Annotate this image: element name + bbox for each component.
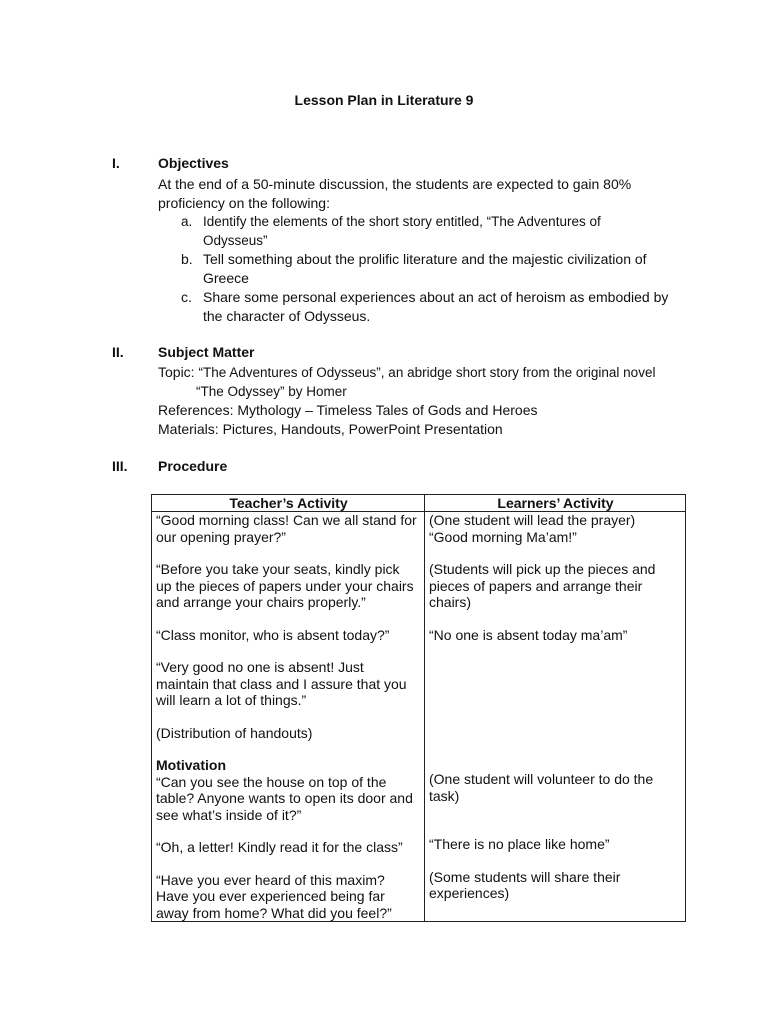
section-heading-objectives: Objectives	[158, 155, 229, 171]
objective-b-line-2: Greece	[203, 270, 249, 286]
objective-letter-b: b.	[181, 251, 193, 267]
teacher-line: maintain that class and I assure that you	[156, 675, 407, 692]
teacher-line: “Before you take your seats, kindly pick	[156, 561, 400, 577]
objective-c-line-2: the character of Odysseus.	[203, 308, 371, 324]
learner-line: task)	[429, 787, 460, 804]
materials-line: Materials: Pictures, Handouts, PowerPoint Presentation	[158, 421, 503, 437]
objective-c-line-1: Share some personal experiences about an act of heroism as embodied by	[203, 289, 669, 305]
topic-value: “The Adventures of Odysseus”, an abridge short story from the original novel	[198, 365, 656, 380]
section-number-objectives: I.	[112, 155, 120, 171]
objectives-intro-line-2: proficiency on the following:	[158, 195, 330, 211]
learner-line: (Some students will share their	[429, 868, 621, 885]
motivation-heading: Motivation	[156, 757, 226, 773]
teacher-activity-cell	[152, 512, 425, 922]
learner-line: experiences)	[429, 885, 510, 901]
objective-a-line-2: Odysseus”	[203, 233, 268, 248]
learner-line: “No one is absent today ma’am”	[429, 626, 628, 643]
procedure-table	[151, 494, 686, 922]
learners-activity-header: Learners’ Activity	[425, 495, 686, 512]
teacher-line: table? Anyone wants to open its door and	[156, 790, 413, 806]
teacher-line: (Distribution of handouts)	[156, 724, 313, 741]
learners-activity-cell	[425, 512, 686, 922]
section-number-subject: II.	[112, 344, 124, 360]
learner-line: pieces of papers and arrange their	[429, 577, 643, 594]
teacher-line: “Class monitor, who is absent today?”	[156, 626, 390, 643]
section-heading-procedure: Procedure	[158, 458, 228, 474]
teacher-line: our opening prayer?”	[156, 528, 286, 545]
learner-line: “Good morning Ma’am!”	[429, 528, 577, 545]
teacher-line: see what’s inside of it?”	[156, 806, 302, 823]
table-header-row	[152, 495, 686, 512]
objective-letter-c: c.	[181, 289, 192, 305]
objective-a-line-1: Identify the elements of the short story entitled, “The Adventures of	[203, 214, 601, 229]
learner-line: (One student will lead the prayer)	[429, 512, 636, 528]
objective-b-line-1: Tell something about the prolific literature and the majestic civilization of	[203, 251, 647, 267]
teacher-line: away from home? What did you feel?”	[156, 904, 392, 921]
teacher-line: “Can you see the house on top of the	[156, 773, 387, 790]
teacher-activity-header: Teacher’s Activity	[152, 495, 425, 512]
references-line: References: Mythology – Timeless Tales of Gods and Heroes	[158, 402, 538, 418]
topic-line-2: “The Odyssey” by Homer	[196, 384, 347, 399]
section-heading-subject: Subject Matter	[158, 344, 255, 360]
topic-label: Topic:	[158, 364, 195, 380]
teacher-line: “Oh, a letter! Kindly read it for the class”	[156, 839, 403, 855]
learner-line: (Students will pick up the pieces and	[429, 561, 656, 577]
teacher-line: Have you ever experienced being far	[156, 888, 385, 904]
learner-line: (One student will volunteer to do the	[429, 771, 654, 787]
teacher-line: will learn a lot of things.”	[156, 692, 307, 708]
teacher-line: and arrange your chairs properly.”	[156, 594, 366, 610]
learner-line: “There is no place like home”	[429, 836, 610, 852]
teacher-line: “Very good no one is absent! Just	[156, 659, 364, 675]
objective-letter-a: a.	[181, 214, 193, 229]
section-number-procedure: III.	[112, 458, 128, 474]
teacher-line: “Good morning class! Can we all stand for	[156, 512, 417, 528]
teacher-line: “Have you ever heard of this maxim?	[156, 871, 385, 888]
table-row	[152, 512, 686, 922]
learner-line: chairs)	[429, 594, 472, 610]
objectives-intro-line-1: At the end of a 50-minute discussion, the students are expected to gain 80%	[158, 176, 632, 192]
teacher-line: up the pieces of papers under your chairs	[156, 577, 414, 594]
topic-line-1	[158, 363, 655, 382]
document-title: Lesson Plan in Literature 9	[294, 92, 474, 108]
